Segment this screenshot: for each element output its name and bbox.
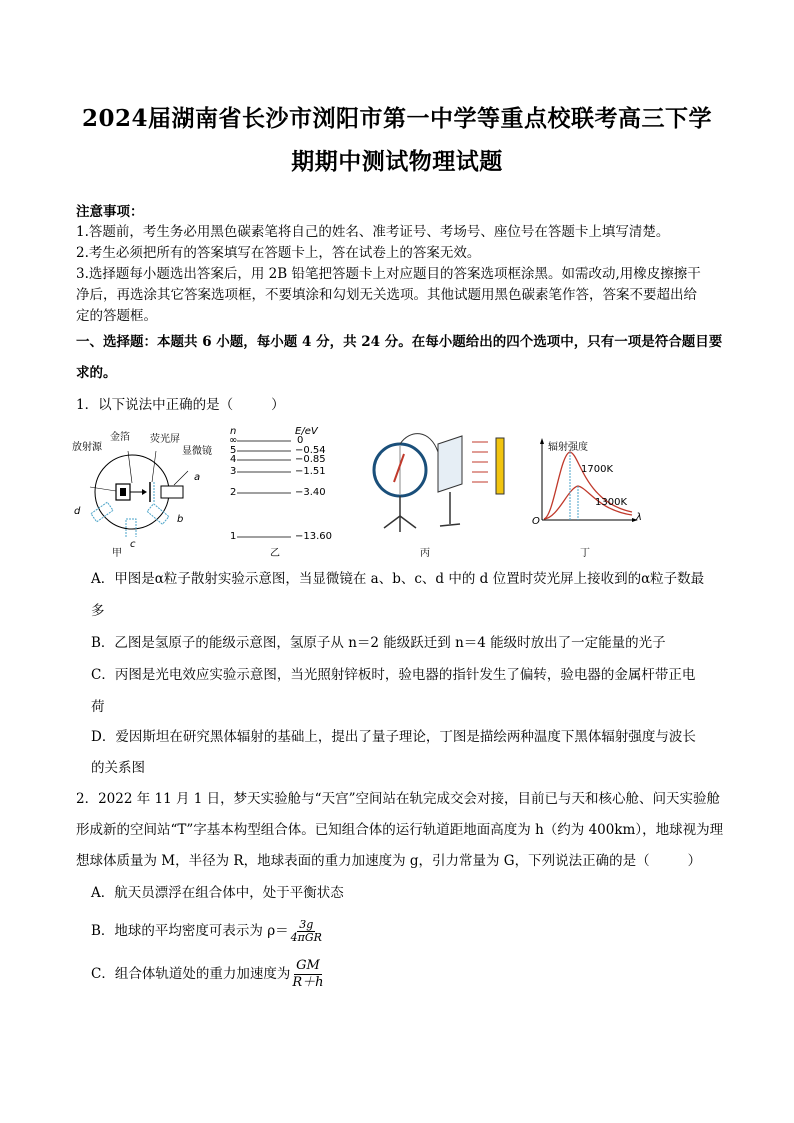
notice-item-3-line1: 3.选择题每小题选出答案后，用 2B 铅笔把答题卡上对应题目的答案选项框涂黑。如需改动,用橡皮擦擦干 <box>76 266 701 282</box>
label-E: E/eV <box>295 426 318 437</box>
notice-heading: 注意事项： <box>76 204 144 220</box>
section1-heading-line2: 求的。 <box>76 365 117 381</box>
level-e-3: −1.51 <box>295 466 326 477</box>
label-foil: 金箔 <box>110 432 130 443</box>
level-e-2: −3.40 <box>295 487 326 498</box>
q1-figure-group <box>70 422 730 562</box>
notice-item-3-line2: 净后，再选涂其它答案选项框，不要填涂和勾划无关选项。其他试题用黑色碳素笔作答，答案不要超出给 <box>76 287 697 303</box>
q1-stem <box>76 395 726 415</box>
label-c: c <box>130 539 136 550</box>
label-origin: O <box>532 516 540 527</box>
q1-option-c-line2: 荷 <box>91 699 105 715</box>
q1-option-d-line1: D．爱因斯坦在研究黑体辐射的基础上，提出了量子理论，丁图是描绘两种温度下黑体辐射强度与波长 <box>91 729 696 745</box>
q1-option-a-line2: 多 <box>91 603 105 619</box>
caption-yi: 乙 <box>270 548 280 559</box>
level-e-4: −0.85 <box>295 454 326 465</box>
label-b: b <box>177 514 184 525</box>
caption-ding: 丁 <box>580 548 590 559</box>
q2-stem-line3-text: 想球体质量为 M，半径为 R，地球表面的重力加速度为 g，引力常量为 G，下列说法正确的是（ <box>76 853 650 869</box>
level-n-5: 5 <box>230 445 237 456</box>
q2-stem-close: ） <box>687 853 702 869</box>
q1-option-d-line2: 的关系图 <box>91 760 145 776</box>
level-e-5: −0.54 <box>295 445 326 456</box>
label-n: n <box>230 426 237 437</box>
caption-jia: 甲 <box>112 548 122 559</box>
label-microscope: 显微镜 <box>182 446 212 457</box>
q2-stem-line3 <box>76 851 726 871</box>
level-n-2: 2 <box>230 487 237 498</box>
label-screen: 荧光屏 <box>150 434 180 445</box>
page-title-line2: 期期中测试物理试题 <box>291 148 503 175</box>
density-fraction <box>291 919 322 944</box>
q2-option-c <box>91 958 721 991</box>
page-title-line1: 2024届湖南省长沙市浏阳市第一中学等重点校联考高三下学 <box>81 105 712 132</box>
gravity-numerator: GM <box>296 958 320 973</box>
gravity-fraction <box>292 958 323 991</box>
q1-stem-text: 1．以下说法中正确的是（ <box>76 397 234 413</box>
label-a: a <box>194 472 201 483</box>
photoelectric-diagram <box>360 424 520 544</box>
level-n-inf: ∞ <box>229 435 238 446</box>
q2-stem-line2: 形成新的空间站“T”字基本构型组合体。已知组合体的运行轨道距地面高度为 h（约为 400km），地球视为理 <box>76 822 724 838</box>
density-denominator: 4πGR <box>290 931 322 944</box>
q2-option-a: A．航天员漂浮在组合体中，处于平衡状态 <box>91 885 344 901</box>
density-numerator: 3g <box>299 918 314 931</box>
notice-item-1: 1.答题前，考生务必用黑色碳素笔将自己的姓名、准考证号、考场号、座位号在答题卡上填写清楚。 <box>76 224 670 240</box>
q2-stem-line1: 2．2022 年 11 月 1 日，梦天实验舱与“天宫”空间站在轨完成交会对接，目前已与天和核心舱、问天实验舱 <box>76 791 720 807</box>
q1-option-b: B．乙图是氢原子的能级示意图，氢原子从 n＝2 能级跃迁到 n＝4 能级时放出了一定能量的光子 <box>91 635 666 651</box>
label-1300k: 1300K <box>595 497 628 508</box>
level-n-4: 4 <box>230 454 237 465</box>
q1-stem-close: ） <box>271 397 285 413</box>
gravity-denominator: R＋h <box>292 975 324 990</box>
q2-option-b-text: B．地球的平均密度可表示为 ρ＝ <box>91 923 289 939</box>
label-source: 放射源 <box>72 442 102 453</box>
q1-option-c-line1: C．丙图是光电效应实验示意图，当光照射锌板时，验电器的指针发生了偏转，验电器的金属杆带正电 <box>91 667 696 683</box>
level-e-1: −13.60 <box>295 531 333 542</box>
caption-bing: 丙 <box>420 548 430 559</box>
level-n-3: 3 <box>230 466 237 477</box>
section1-heading-line1: 一、选择题：本题共 6 小题，每小题 4 分，共 24 分。在每小题给出的四个选项中，只有一项是符合题目要 <box>76 334 723 350</box>
level-n-1: 1 <box>230 531 237 542</box>
label-1700k: 1700K <box>581 464 614 475</box>
level-e-inf: 0 <box>297 435 304 446</box>
notice-item-3-line3: 定的答题框。 <box>76 308 157 324</box>
notice-item-2: 2.考生必须把所有的答案填写在答题卡上，答在试卷上的答案无效。 <box>76 245 481 261</box>
label-intensity: 辐射强度 <box>548 442 588 453</box>
label-d: d <box>74 506 81 517</box>
label-lambda: λ <box>636 512 642 523</box>
q1-option-a-line1: A．甲图是α粒子散射实验示意图，当显微镜在 a、b、c、d 中的 d 位置时荧光屏上接收到的α粒子数最 <box>91 571 705 587</box>
q2-option-b <box>91 918 721 944</box>
q2-option-c-text: C．组合体轨道处的重力加速度为 <box>91 966 291 982</box>
